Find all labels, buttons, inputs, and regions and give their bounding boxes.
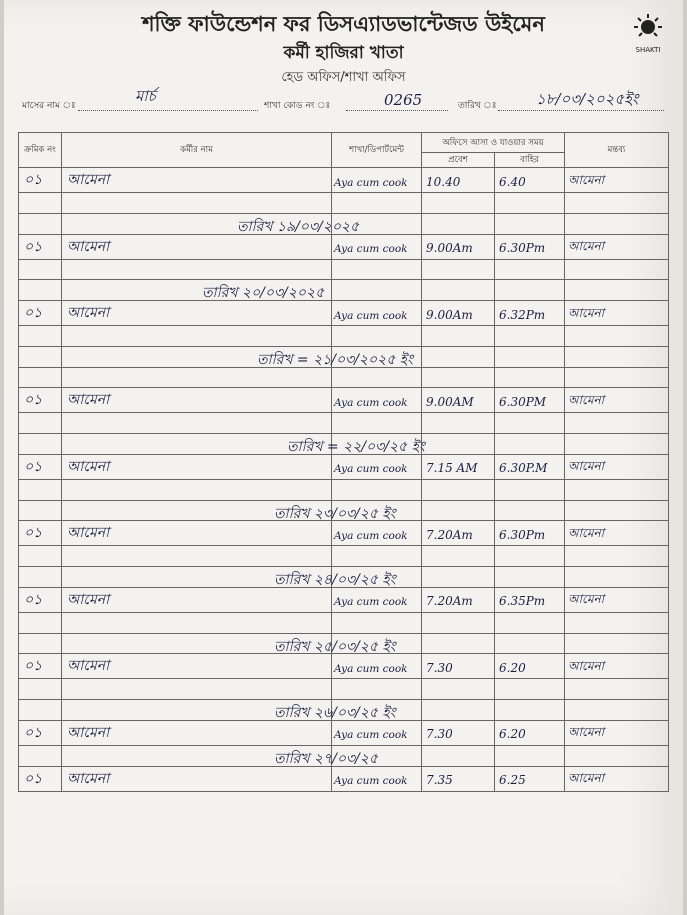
empty-cell bbox=[565, 700, 669, 721]
empty-cell bbox=[19, 612, 62, 633]
entry-time-cell bbox=[422, 766, 495, 791]
empty-cell bbox=[565, 413, 669, 434]
serial-cell-text: ০১ bbox=[24, 172, 43, 188]
empty-cell bbox=[62, 567, 396, 588]
name-cell-text: আমেনা bbox=[67, 591, 110, 608]
empty-cell bbox=[19, 633, 62, 654]
date-line: তারিখ ২৫/০৩/২৫ ইং bbox=[274, 638, 396, 655]
empty-cell bbox=[565, 633, 669, 654]
empty-cell bbox=[422, 346, 495, 367]
empty-cell bbox=[495, 413, 565, 434]
empty-cell bbox=[422, 434, 495, 455]
exit-time-cell bbox=[495, 654, 565, 679]
empty-cell bbox=[332, 259, 422, 280]
serial-cell-text: ০১ bbox=[24, 525, 43, 542]
exit-time-cell-text: 6.20 bbox=[499, 727, 526, 742]
empty-cell bbox=[62, 280, 332, 301]
empty-cell bbox=[332, 193, 422, 214]
exit-time-cell bbox=[495, 587, 565, 612]
serial-cell-text: ০১ bbox=[24, 724, 43, 741]
entry-time-cell-text: 7.20Am bbox=[426, 594, 473, 609]
empty-cell bbox=[19, 745, 62, 766]
name-cell-text: আমেনা bbox=[67, 392, 110, 409]
date-line: তারিখ = ২২/০৩/২৫ ইং bbox=[287, 439, 425, 455]
dept-cell-text: Aya cum cook bbox=[334, 662, 408, 675]
serial-cell bbox=[19, 301, 62, 326]
empty-cell bbox=[422, 259, 495, 280]
empty-cell bbox=[495, 326, 565, 347]
table-row bbox=[19, 679, 669, 700]
table-row bbox=[19, 612, 669, 633]
empty-cell bbox=[62, 326, 332, 347]
table-row bbox=[19, 168, 669, 193]
dept-cell-text: Aya cum cook bbox=[334, 309, 408, 322]
empty-cell bbox=[62, 500, 396, 522]
empty-cell bbox=[332, 413, 422, 434]
empty-cell bbox=[422, 193, 495, 214]
dept-cell bbox=[332, 301, 422, 326]
empty-cell bbox=[62, 434, 425, 455]
empty-cell bbox=[19, 546, 62, 567]
date-value: ১৮/০৩/২০২৫ইং bbox=[536, 90, 639, 108]
table-row bbox=[19, 479, 669, 500]
branch-code-label: শাখা কোড নং ঃ bbox=[264, 101, 331, 111]
table-row bbox=[19, 280, 669, 301]
empty-cell bbox=[422, 745, 495, 766]
entry-time-cell-text: 7.15 AM bbox=[426, 461, 478, 476]
exit-time-cell-text: 6.20 bbox=[499, 660, 526, 675]
empty-cell bbox=[422, 679, 495, 700]
col-serial-header: ক্রমিক নং bbox=[19, 133, 62, 168]
entry-time-cell-text: 9.00AM bbox=[426, 394, 474, 409]
exit-time-cell bbox=[495, 168, 565, 193]
serial-cell-text: ০১ bbox=[24, 770, 43, 787]
dept-cell bbox=[332, 388, 422, 413]
empty-cell bbox=[19, 567, 62, 588]
remark-cell bbox=[565, 168, 669, 193]
empty-cell bbox=[19, 367, 62, 388]
table-row bbox=[19, 745, 669, 766]
empty-cell bbox=[62, 479, 332, 500]
empty-cell bbox=[19, 700, 62, 721]
empty-cell bbox=[495, 679, 565, 700]
date-line: তারিখ ২৪/০৩/২৫ ইং bbox=[274, 572, 396, 588]
empty-cell bbox=[19, 434, 62, 455]
serial-cell bbox=[19, 587, 62, 612]
empty-cell bbox=[422, 326, 495, 347]
remark-cell-text: আমেনা bbox=[568, 239, 605, 253]
dept-cell-text: Aya cum cook bbox=[334, 243, 408, 255]
remark-cell-text: আমেনা bbox=[568, 658, 605, 673]
table-row bbox=[19, 413, 669, 434]
attendance-table bbox=[18, 132, 669, 792]
dept-cell-text: Aya cum cook bbox=[334, 529, 408, 542]
empty-cell bbox=[495, 612, 565, 633]
empty-cell bbox=[495, 700, 565, 721]
serial-cell bbox=[19, 654, 62, 679]
empty-cell bbox=[332, 326, 422, 347]
empty-cell bbox=[565, 546, 669, 567]
table-row bbox=[19, 326, 669, 347]
name-cell-text: আমেনা bbox=[67, 724, 110, 741]
empty-cell bbox=[62, 679, 332, 700]
table-row bbox=[19, 388, 669, 413]
remark-cell bbox=[565, 720, 669, 745]
empty-cell bbox=[422, 700, 495, 721]
date-line: তারিখ = ২১/০৩/২০২৫ ইং bbox=[257, 351, 414, 368]
entry-time-cell-text: 7.30 bbox=[426, 660, 453, 675]
empty-cell bbox=[422, 367, 495, 388]
empty-cell bbox=[495, 346, 565, 367]
dept-cell-text: Aya cum cook bbox=[334, 463, 408, 476]
entry-time-cell-text: 7.30 bbox=[426, 727, 453, 742]
name-cell bbox=[62, 168, 332, 193]
name-cell-text: আমেনা bbox=[67, 305, 110, 321]
empty-cell bbox=[62, 745, 378, 767]
empty-cell bbox=[495, 479, 565, 500]
serial-cell bbox=[19, 168, 62, 193]
table-row bbox=[19, 633, 669, 654]
empty-cell bbox=[565, 259, 669, 280]
entry-time-cell bbox=[422, 168, 495, 193]
empty-cell bbox=[565, 213, 669, 234]
table-row bbox=[19, 213, 669, 234]
empty-cell bbox=[565, 679, 669, 700]
empty-cell bbox=[19, 679, 62, 700]
date-label: তারিখ ঃ bbox=[458, 101, 497, 111]
serial-cell-text: ০১ bbox=[24, 458, 43, 475]
entry-time-cell bbox=[422, 521, 495, 546]
empty-cell bbox=[19, 500, 62, 521]
empty-cell bbox=[422, 413, 495, 434]
remark-cell-text: আমেনা bbox=[568, 172, 605, 187]
empty-cell bbox=[19, 280, 62, 301]
empty-cell bbox=[565, 367, 669, 388]
date-line: তারিখ ২৬/০৩/২৫ ইং bbox=[274, 705, 396, 721]
exit-time-cell bbox=[495, 234, 565, 259]
serial-cell bbox=[19, 766, 62, 791]
exit-time-cell-text: 6.30PM bbox=[499, 394, 547, 409]
entry-time-cell-text: 7.20Am bbox=[426, 527, 473, 542]
empty-cell bbox=[495, 546, 565, 567]
exit-time-cell-text: 6.32Pm bbox=[499, 307, 546, 322]
name-cell-text: আমেনা bbox=[67, 658, 110, 675]
empty-cell bbox=[19, 193, 62, 214]
remark-cell bbox=[565, 234, 669, 259]
empty-cell bbox=[422, 612, 495, 633]
table-row bbox=[19, 700, 669, 721]
remark-cell bbox=[565, 521, 669, 546]
name-cell-text: আমেনা bbox=[67, 458, 110, 475]
dept-cell-text: Aya cum cook bbox=[334, 775, 408, 787]
serial-cell-text: ০১ bbox=[24, 658, 43, 675]
serial-cell bbox=[19, 234, 62, 259]
empty-cell bbox=[495, 259, 565, 280]
name-cell-text: আমেনা bbox=[67, 770, 110, 787]
col-exit-header: বাহির bbox=[495, 153, 565, 168]
serial-cell bbox=[19, 388, 62, 413]
remark-cell-text: আমেনা bbox=[568, 771, 605, 785]
branch-code-field-line bbox=[346, 110, 448, 111]
org-name: শক্তি ফাউন্ডেশন ফর ডিসএ্যাডভান্টেজড উইমেন bbox=[142, 12, 545, 36]
empty-cell bbox=[62, 413, 332, 434]
empty-cell bbox=[565, 346, 669, 367]
exit-time-cell-text: 6.35Pm bbox=[499, 594, 546, 609]
entry-time-cell bbox=[422, 587, 495, 612]
month-label: মাসের নাম ঃ bbox=[22, 101, 76, 111]
table-row bbox=[19, 301, 669, 326]
empty-cell bbox=[422, 633, 495, 654]
entry-time-cell bbox=[422, 654, 495, 679]
serial-cell-text: ০১ bbox=[24, 392, 43, 409]
empty-cell bbox=[422, 280, 495, 301]
dept-cell bbox=[332, 168, 422, 193]
empty-cell bbox=[565, 326, 669, 347]
table-row bbox=[19, 434, 669, 455]
empty-cell bbox=[495, 367, 565, 388]
empty-cell bbox=[565, 612, 669, 633]
empty-cell bbox=[495, 567, 565, 588]
exit-time-cell-text: 6.30P.M bbox=[499, 461, 548, 476]
empty-cell bbox=[19, 413, 62, 434]
col-time-group-header: অফিসে আসা ও যাওয়ার সময় bbox=[422, 133, 565, 153]
empty-cell bbox=[19, 326, 62, 347]
empty-cell bbox=[332, 280, 422, 301]
empty-cell bbox=[422, 479, 495, 500]
empty-cell bbox=[62, 633, 396, 655]
empty-cell bbox=[62, 193, 332, 214]
serial-cell-text: ০১ bbox=[24, 305, 43, 321]
exit-time-cell-text: 6.30Pm bbox=[499, 527, 546, 542]
dept-cell-text: Aya cum cook bbox=[334, 396, 408, 409]
empty-cell bbox=[62, 259, 332, 280]
date-line: তারিখ ১৯/০৩/২০২৫ bbox=[237, 218, 360, 235]
exit-time-cell-text: 6.25 bbox=[499, 773, 526, 787]
entry-time-cell bbox=[422, 388, 495, 413]
empty-cell bbox=[565, 500, 669, 521]
remark-cell bbox=[565, 654, 669, 679]
remark-cell-text: আমেনা bbox=[568, 725, 605, 740]
month-value: মার্চ bbox=[135, 87, 156, 105]
empty-cell bbox=[62, 612, 332, 633]
entry-time-cell bbox=[422, 720, 495, 745]
entry-time-cell-text: 7.35 bbox=[426, 773, 453, 787]
dept-cell-text: Aya cum cook bbox=[334, 596, 408, 609]
remark-cell-text: আমেনা bbox=[568, 525, 605, 540]
empty-cell bbox=[565, 567, 669, 588]
serial-cell bbox=[19, 454, 62, 479]
table-row bbox=[19, 546, 669, 567]
empty-cell bbox=[332, 612, 422, 633]
empty-cell bbox=[495, 500, 565, 521]
serial-cell-text: ০১ bbox=[24, 591, 43, 608]
exit-time-cell bbox=[495, 301, 565, 326]
remark-cell-text: আমেনা bbox=[568, 459, 605, 474]
exit-time-cell-text: 6.40 bbox=[499, 174, 526, 189]
table-row bbox=[19, 567, 669, 588]
entry-time-cell bbox=[422, 301, 495, 326]
exit-time-cell bbox=[495, 720, 565, 745]
serial-cell bbox=[19, 720, 62, 745]
serial-cell bbox=[19, 521, 62, 546]
empty-cell bbox=[422, 546, 495, 567]
empty-cell bbox=[495, 193, 565, 214]
entry-time-cell-text: 10.40 bbox=[426, 174, 461, 189]
entry-time-cell bbox=[422, 234, 495, 259]
empty-cell bbox=[19, 259, 62, 280]
remark-cell bbox=[565, 766, 669, 791]
exit-time-cell bbox=[495, 454, 565, 479]
entry-time-cell bbox=[422, 454, 495, 479]
table-row bbox=[19, 500, 669, 521]
empty-cell bbox=[495, 633, 565, 654]
register-title: কর্মী হাজিরা খাতা bbox=[283, 43, 404, 63]
table-row bbox=[19, 346, 669, 367]
remark-cell bbox=[565, 587, 669, 612]
exit-time-cell-text: 6.30Pm bbox=[499, 241, 546, 255]
remark-cell-text: আমেনা bbox=[568, 392, 605, 407]
empty-cell bbox=[565, 193, 669, 214]
empty-cell bbox=[332, 479, 422, 500]
empty-cell bbox=[422, 500, 495, 521]
col-dept-header: শাখা/ডিপার্টমেন্ট bbox=[332, 133, 422, 168]
office-type: হেড অফিস/শাখা অফিস bbox=[281, 70, 406, 85]
empty-cell bbox=[19, 479, 62, 500]
empty-cell bbox=[62, 346, 414, 368]
col-remarks-header: মন্তব্য bbox=[565, 133, 669, 168]
empty-cell bbox=[495, 434, 565, 455]
remark-cell bbox=[565, 454, 669, 479]
remark-cell-text: আমেনা bbox=[568, 305, 605, 320]
col-name-header: কর্মীর নাম bbox=[62, 133, 332, 168]
date-line: তারিখ ২৭/০৩/২৫ bbox=[274, 750, 378, 767]
entry-time-cell-text: 9.00Am bbox=[426, 307, 473, 322]
empty-cell bbox=[62, 213, 360, 235]
empty-cell bbox=[495, 280, 565, 301]
serial-cell-text: ০১ bbox=[24, 238, 43, 255]
table-row bbox=[19, 259, 669, 280]
exit-time-cell bbox=[495, 521, 565, 546]
dept-cell-text: Aya cum cook bbox=[334, 176, 408, 189]
name-cell-text: আমেনা bbox=[67, 238, 110, 255]
dept-cell-text: Aya cum cook bbox=[334, 729, 408, 742]
empty-cell bbox=[422, 567, 495, 588]
empty-cell bbox=[19, 213, 62, 234]
empty-cell bbox=[565, 479, 669, 500]
branch-code-value: 0265 bbox=[384, 91, 423, 109]
svg-text:SHAKTI: SHAKTI bbox=[635, 46, 661, 54]
entry-time-cell-text: 9.00Am bbox=[426, 241, 473, 255]
empty-cell bbox=[19, 346, 62, 367]
table-row bbox=[19, 193, 669, 214]
empty-cell bbox=[495, 213, 565, 234]
empty-cell bbox=[565, 280, 669, 301]
remark-cell bbox=[565, 388, 669, 413]
attendance-rows bbox=[19, 168, 669, 792]
empty-cell bbox=[62, 546, 332, 567]
month-field-line bbox=[78, 110, 258, 111]
empty-cell bbox=[565, 745, 669, 766]
name-cell bbox=[62, 388, 332, 413]
empty-cell bbox=[422, 213, 495, 234]
name-cell-text: আমেনা bbox=[67, 525, 110, 542]
date-line: তারিখ ২০/০৩/২০২৫ bbox=[202, 285, 325, 302]
exit-time-cell bbox=[495, 388, 565, 413]
remark-cell bbox=[565, 301, 669, 326]
remark-cell-text: আমেনা bbox=[568, 592, 605, 607]
exit-time-cell bbox=[495, 766, 565, 791]
empty-cell bbox=[62, 700, 396, 721]
empty-cell bbox=[565, 434, 669, 455]
name-cell-text: আমেনা bbox=[67, 172, 110, 188]
empty-cell bbox=[332, 679, 422, 700]
date-line: তারিখ ২৩/০৩/২৫ ইং bbox=[274, 505, 396, 522]
col-entry-header: প্রবেশ bbox=[422, 153, 495, 168]
empty-cell bbox=[332, 546, 422, 567]
empty-cell bbox=[495, 745, 565, 766]
